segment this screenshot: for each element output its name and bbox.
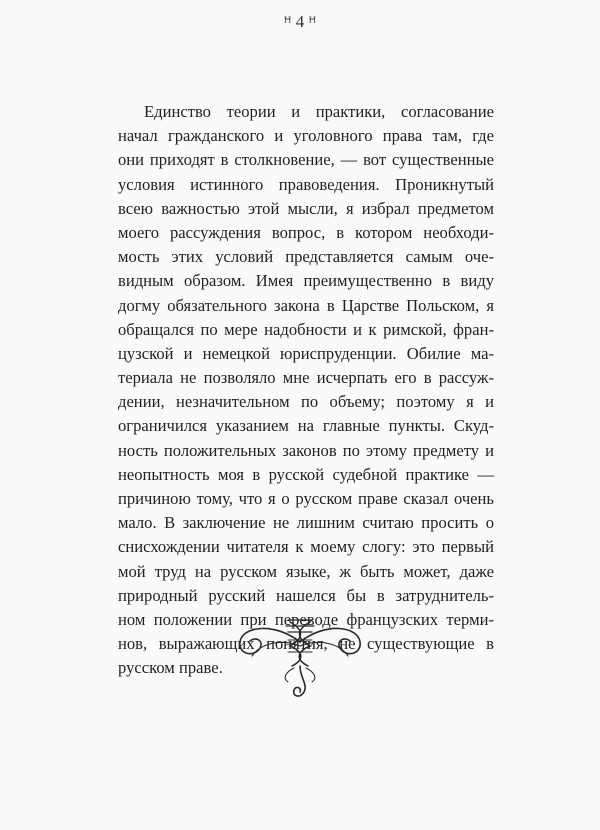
paragraph-line: догму обязательного закона в Царстве Польском, я	[118, 295, 494, 315]
header-ornament-right-icon: ꟸ	[308, 16, 317, 31]
paragraph-line: обращался по мере надобности и к римской, фран-	[118, 319, 494, 339]
paragraph-line: Единство теории и практики, согласование	[144, 102, 494, 121]
decorative-vignette-icon	[230, 612, 370, 704]
paragraph-line: нов, выражающих понятия, не существующие в	[118, 634, 494, 654]
paragraph-line: всею важностью этой мысли, я избрал предметом	[118, 198, 494, 218]
paragraph-line: природный русский нашелся бы в затруднитель-	[118, 585, 494, 605]
paragraph-line: моего рассуждения вопрос, в котором необходи-	[118, 222, 494, 242]
paragraph-line: ность положительных законов по этому предмету и	[118, 440, 494, 460]
paragraph-line: цузской и немецкой юриспруденции. Обилие ма-	[118, 343, 494, 363]
paragraph-line: снисхождении читателя к моему слогу: это первый	[118, 537, 494, 557]
paragraph-line: русском праве.	[118, 658, 223, 678]
paragraph-line: дении, незначительном по объему; поэтому я и	[118, 392, 494, 412]
page-number: 4	[295, 12, 305, 31]
paragraph-line: начал гражданского и уголовного права там, где	[118, 126, 494, 146]
paragraph-line: условия истинного правоведения. Проникнутый	[118, 174, 494, 194]
header-ornament-left-icon: ꟸ	[283, 16, 292, 31]
paragraph-line: мало. В заключение не лишним считаю просить о	[118, 513, 494, 533]
paragraph-line: они приходят в столкновение, — вот существенные	[118, 150, 494, 170]
paragraph-line: териала не позволяло мне исчерпать его в рассуж-	[118, 368, 494, 388]
paragraph-line: мость этих условий представляется самым оче-	[118, 247, 494, 267]
page-header	[0, 12, 600, 32]
paragraph-line: мой труд на русском языке, ж быть может, даже	[118, 561, 494, 581]
paragraph-line: неопытность моя в русской судебной практике —	[118, 464, 494, 484]
paragraph-line: причиною тому, что я о русском праве сказал очень	[118, 489, 494, 508]
main-paragraph	[118, 100, 494, 681]
paragraph-line: видным образом. Имея преимущественно в виду	[118, 271, 494, 291]
paragraph-line: ограничился указанием на главные пункты. Скуд-	[118, 416, 494, 436]
paragraph-line: ном положении при переводе французских терми-	[118, 609, 494, 629]
